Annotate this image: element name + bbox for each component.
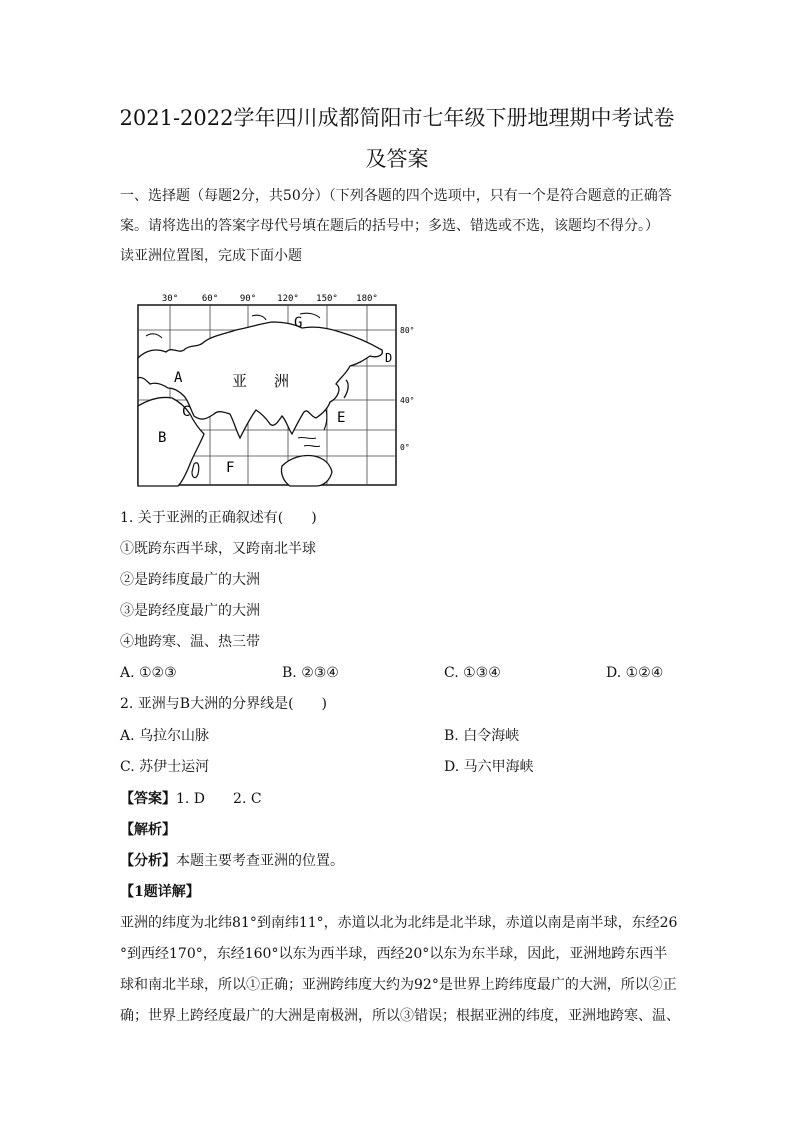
q1-option-c: C. ①③④ <box>444 665 501 681</box>
lat-label: 0° <box>400 443 410 452</box>
q1-stem: 1. 关于亚洲的正确叙述有( ) <box>120 510 317 526</box>
doc-title-line1: 2021-2022学年四川成都简阳市七年级下册地理期中考试卷 <box>119 106 675 130</box>
q2-option-b: B. 白令海峡 <box>444 728 520 744</box>
map-label-b: B <box>158 430 167 446</box>
q1-option-a: A. ①②③ <box>120 665 177 681</box>
detail-label: 【1题详解】 <box>120 884 200 900</box>
q1-statement-1: ①既跨东西半球，又跨南北半球 <box>120 541 316 557</box>
lon-label: 180° <box>356 294 378 304</box>
q2-stem: 2. 亚洲与B大洲的分界线是( ) <box>120 696 328 712</box>
detail-line-1: 亚洲的纬度为北纬81°到南纬11°，赤道以北为北纬是北半球，赤道以南是南半球，东经26 <box>120 915 678 931</box>
map-label-d: D <box>385 351 393 365</box>
lat-label: 80° <box>400 326 415 335</box>
doc-title-line2: 及答案 <box>365 147 429 171</box>
q1-statement-2: ②是跨纬度最广的大洲 <box>120 572 260 588</box>
q1-option-b: B. ②③④ <box>282 665 339 681</box>
madagascar-shape <box>192 463 199 478</box>
map-label-a: A <box>174 370 183 386</box>
map-label-f: F <box>226 460 235 476</box>
answer-value: 1. D 2. C <box>176 791 262 807</box>
section-instruction-line1: 一、选择题（每题2分，共50分）（下列各题的四个选项中，只有一个是符合题意的正确答 <box>120 188 672 204</box>
japan-shape <box>344 380 348 398</box>
map-label-asia-1: 亚 <box>232 372 248 390</box>
map-label-e: E <box>337 410 346 426</box>
map-intro: 读亚洲位置图，完成下面小题 <box>120 248 302 264</box>
answer-line <box>120 789 262 809</box>
answer-label: 【答案】 <box>120 791 176 807</box>
fenxi-line <box>120 851 344 871</box>
q2-option-c: C. 苏伊士运河 <box>120 759 210 775</box>
section-instruction-line2: 案。请将选出的答案字母代号填在题后的括号中；多选、错选或不选，该题均不得分。） <box>120 218 659 234</box>
q1-statement-3: ③是跨经度最广的大洲 <box>120 603 260 619</box>
detail-line-4: 确；世界上跨经度最广的大洲是南极洲，所以③错误；根据亚洲的纬度，亚洲地跨寒、温、 <box>120 1008 680 1024</box>
indonesia-shape <box>298 437 320 446</box>
australia-shape <box>281 455 332 486</box>
lon-label: 90° <box>239 294 257 304</box>
lon-label: 60° <box>201 294 219 304</box>
philippines-shape <box>324 410 327 430</box>
lon-label: 150° <box>316 294 338 304</box>
map-label-g: G <box>294 315 303 331</box>
q2-option-a: A. 乌拉尔山脉 <box>120 728 210 744</box>
q1-statement-4: ④地跨寒、温、热三带 <box>120 634 260 650</box>
lat-label: 40° <box>400 396 415 405</box>
lon-label: 30° <box>161 294 179 304</box>
fenxi-label: 【分析】 <box>120 853 176 869</box>
q1-option-d: D. ①②④ <box>606 665 664 681</box>
detail-line-2: °到西经170°，东经160°以东为西半球，西经20°以东为东半球，因此，亚洲地跨东西半 <box>120 946 668 962</box>
lon-label: 120° <box>277 294 299 304</box>
asia-location-map <box>132 288 432 488</box>
detail-line-3: 球和南北半球，所以①正确；亚洲跨纬度大约为92°是世界上跨纬度最广的大洲，所以②正 <box>120 977 677 993</box>
analysis-label: 【解析】 <box>120 822 176 838</box>
q2-option-d: D. 马六甲海峡 <box>444 759 534 775</box>
map-label-asia-2: 洲 <box>274 372 290 390</box>
fenxi-text: 本题主要考查亚洲的位置。 <box>176 853 344 869</box>
map-label-c: C <box>182 404 191 420</box>
